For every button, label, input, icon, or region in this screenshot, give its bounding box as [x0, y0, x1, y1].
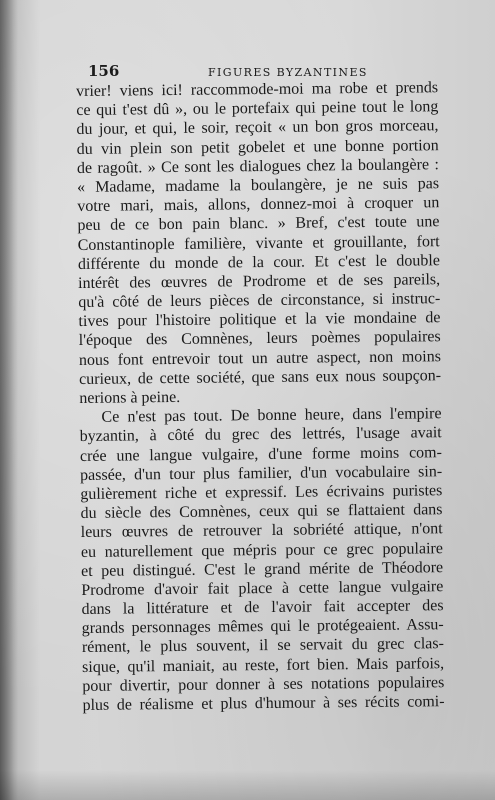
text-line: l'époque des Comnènes, leurs poèmes populaires [78, 328, 441, 350]
page-header [88, 62, 438, 80]
text-line: rément, le plus souvent, il se servait du grec clas- [81, 635, 444, 657]
spine-shadow [0, 0, 18, 800]
text-line: votre mari, mais, allons, donnez-moi à croquer un [77, 194, 440, 216]
text-line: du vin plein son petit gobelet et une bonne portion [76, 136, 439, 158]
text-line: passée, d'un tour plus familier, d'un vocabulaire sin- [80, 462, 443, 484]
text-line: vrier! viens ici! raccommode-moi ma robe et prends [76, 79, 439, 100]
text-line: différente du monde de la cour. Et c'est le double [77, 251, 440, 273]
text-line: peu de ce bon pain blanc. » Bref, c'est toute une [77, 213, 440, 235]
text-line: « Madame, madame la boulangère, je ne suis pas [77, 175, 440, 196]
text-line: du jour, et qui, le soir, reçoit « un bon gros morceau, [76, 117, 439, 139]
bottom-shadow [0, 770, 495, 800]
text-line: eu naturellement que mépris pour ce grec populaire [80, 539, 443, 561]
page-number: 156 [88, 62, 120, 80]
text-line: qu'à côté de leurs pièces de circonstance, si instruc- [78, 290, 441, 312]
text-line: Prodrome d'avoir fait place à cette langue vulgaire [81, 578, 444, 599]
text-line: nerions à peine. [79, 388, 181, 407]
text-line: Constantinople familière, vivante et grouillante, fort [77, 232, 440, 254]
text-line: de ragoût. » Ce sont les dialogues chez la boulangère : [76, 155, 439, 177]
paragraph [79, 404, 444, 715]
paragraph [76, 78, 441, 408]
text-line: leurs œuvres de retrouver la sobriété attique, n'ont [80, 520, 443, 542]
text-line: crée une langue vulgaire, d'une forme moins com- [79, 443, 442, 465]
text-line: sique, qu'il maniait, au reste, fort bien. Mais parfois, [82, 654, 445, 676]
text-line: byzantin, à côté du grec des lettrés, l'usage avait [79, 424, 442, 446]
text-line: plus de réalisme et plus d'humour à ses récits comi- [82, 693, 445, 714]
text-line: ce qui t'est dû », ou le portefaix qui peine tout le long [76, 98, 439, 120]
text-line: Ce n'est pas tout. De bonne heure, dans l'empire [101, 405, 442, 426]
text-line: pour divertir, pour donner à ses notations populaires [82, 673, 445, 695]
text-line: dans la littérature et de l'avoir fait accepter des [81, 597, 444, 619]
text-line: intérêt des œuvres de Prodrome et de ses pareils, [78, 271, 441, 292]
text-line: tives pour l'histoire politique et la vie mondaine de [78, 309, 441, 331]
text-line: et peu distingué. C'est le grand mérite de Théodore [81, 558, 444, 580]
text-line: grands personnages mêmes qui le protégeaient. Assu- [81, 616, 444, 638]
body-text [76, 78, 445, 715]
text-line: du siècle des Comnènes, ceux qui se flattaient dans [80, 501, 443, 523]
text-line: gulièrement riche et expressif. Les écrivains puristes [80, 482, 443, 503]
text-line: nous font entrevoir tout un autre aspect, non moins [78, 347, 441, 369]
text-line: curieux, de cette société, que sans eux nous soupçon- [79, 367, 442, 388]
running-head: FIGURES BYZANTINES [208, 66, 368, 79]
